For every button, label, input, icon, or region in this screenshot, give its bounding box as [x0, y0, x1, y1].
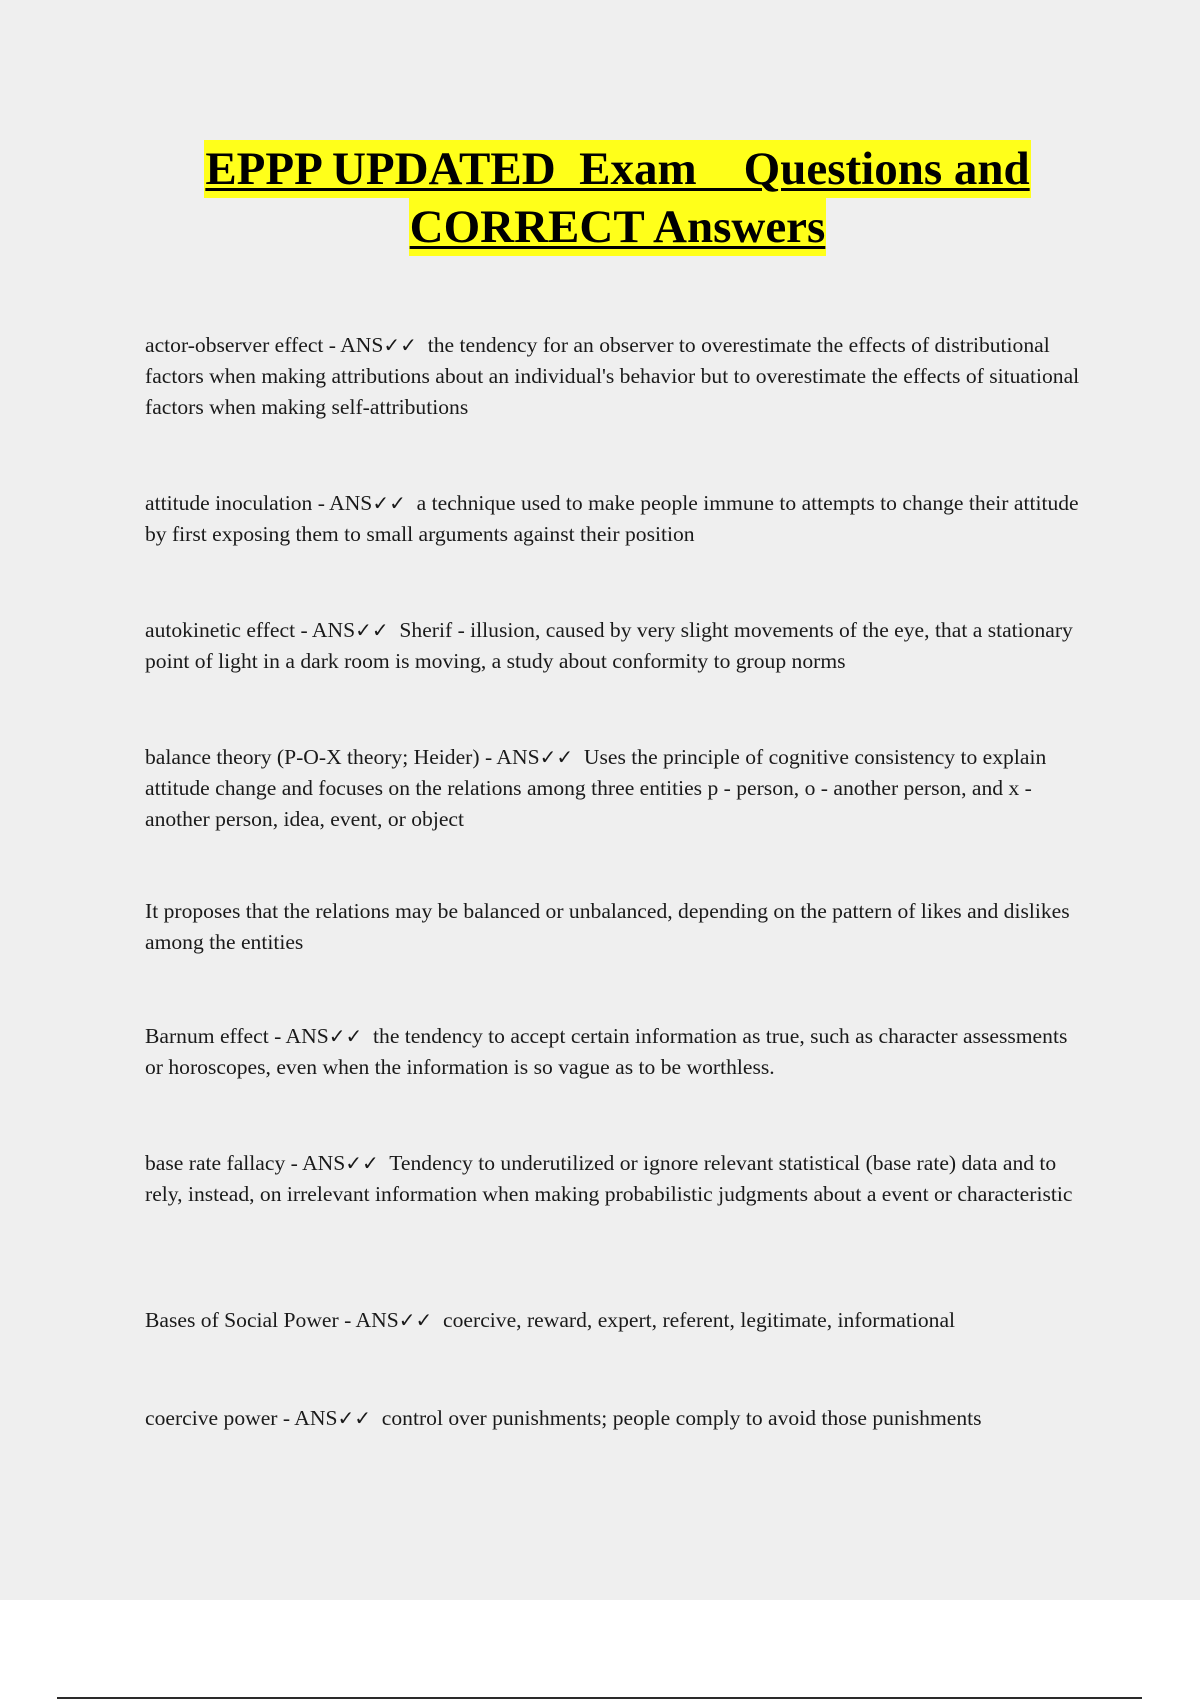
entry-term: Bases of Social Power -	[145, 1308, 356, 1332]
entry-definition: Sherif - illusion, caused by very slight movements of the eye, that a stationary point of light in a dark room is moving, a study about conformity to group norms	[145, 618, 1073, 673]
qa-entry	[145, 1148, 1090, 1210]
double-check-icon: ✓✓	[539, 745, 574, 769]
entry-term: autokinetic effect -	[145, 618, 312, 642]
double-check-icon: ✓✓	[355, 618, 389, 642]
entry-definition: Uses the principle of cognitive consistency to explain attitude change and focuses on the relations among three entities p - person, o - another person, and x - another person, idea, event, or object	[145, 745, 1047, 831]
entry-term: attitude inoculation -	[145, 491, 330, 515]
qa-entry	[145, 488, 1090, 550]
answer-marker: ANS	[311, 618, 356, 642]
double-check-icon: ✓✓	[383, 333, 417, 357]
double-check-icon: ✓✓	[372, 491, 406, 515]
double-check-icon: ✓✓	[345, 1151, 379, 1175]
entry-term: coercive power -	[145, 1406, 295, 1430]
qa-entry-continuation	[145, 896, 1090, 958]
entry-term: actor-observer effect -	[145, 333, 341, 357]
answer-marker: ANS	[302, 1151, 346, 1175]
entry-definition: a technique used to make people immune to attempts to change their attitude by first exposing them to small arguments against their position	[145, 491, 1079, 546]
answer-marker: ANS	[329, 491, 373, 515]
qa-entry	[145, 615, 1090, 677]
answer-marker: ANS	[285, 1024, 329, 1048]
qa-entry	[145, 1021, 1090, 1083]
entry-definition: control over punishments; people comply to avoid those punishments	[381, 1406, 982, 1430]
title-line-2: CORRECT Answers	[409, 198, 827, 256]
footer-divider	[57, 1697, 1142, 1699]
entry-term: base rate fallacy -	[145, 1151, 303, 1175]
entry-term: balance theory (P-O-X theory; Heider) -	[145, 745, 497, 769]
answer-marker: ANS	[340, 333, 384, 357]
title-line-1: EPPP UPDATED Exam Questions and	[204, 140, 1030, 198]
answer-marker: ANS	[355, 1308, 399, 1332]
document-title	[0, 140, 1200, 256]
entry-definition: the tendency for an observer to overestimate the effects of distributional factors when making attributions about an individual's behavior but to overestimate the effects of situational factors when making self-attributions	[145, 333, 1080, 419]
qa-entry	[145, 1403, 1090, 1434]
entry-definition: It proposes that the relations may be balanced or unbalanced, depending on the pattern of likes and dislikes among the entities	[145, 899, 1070, 954]
entry-definition: Tendency to underutilized or ignore relevant statistical (base rate) data and to rely, instead, on irrelevant information when making probabilistic judgments about a event or characteristic	[145, 1151, 1073, 1206]
double-check-icon: ✓✓	[398, 1308, 433, 1332]
double-check-icon: ✓✓	[337, 1406, 371, 1430]
answer-marker: ANS	[294, 1406, 338, 1430]
qa-entry	[145, 742, 1090, 835]
qa-entry	[145, 1305, 1090, 1336]
qa-entry	[145, 330, 1090, 423]
entry-definition: coercive, reward, expert, referent, legitimate, informational	[443, 1308, 956, 1332]
answer-marker: ANS	[496, 745, 540, 769]
double-check-icon: ✓✓	[328, 1024, 363, 1048]
entry-term: Barnum effect -	[145, 1024, 286, 1048]
entry-definition: the tendency to accept certain information as true, such as character assessments or horoscopes, even when the information is so vague as to be worthless.	[145, 1024, 1068, 1079]
